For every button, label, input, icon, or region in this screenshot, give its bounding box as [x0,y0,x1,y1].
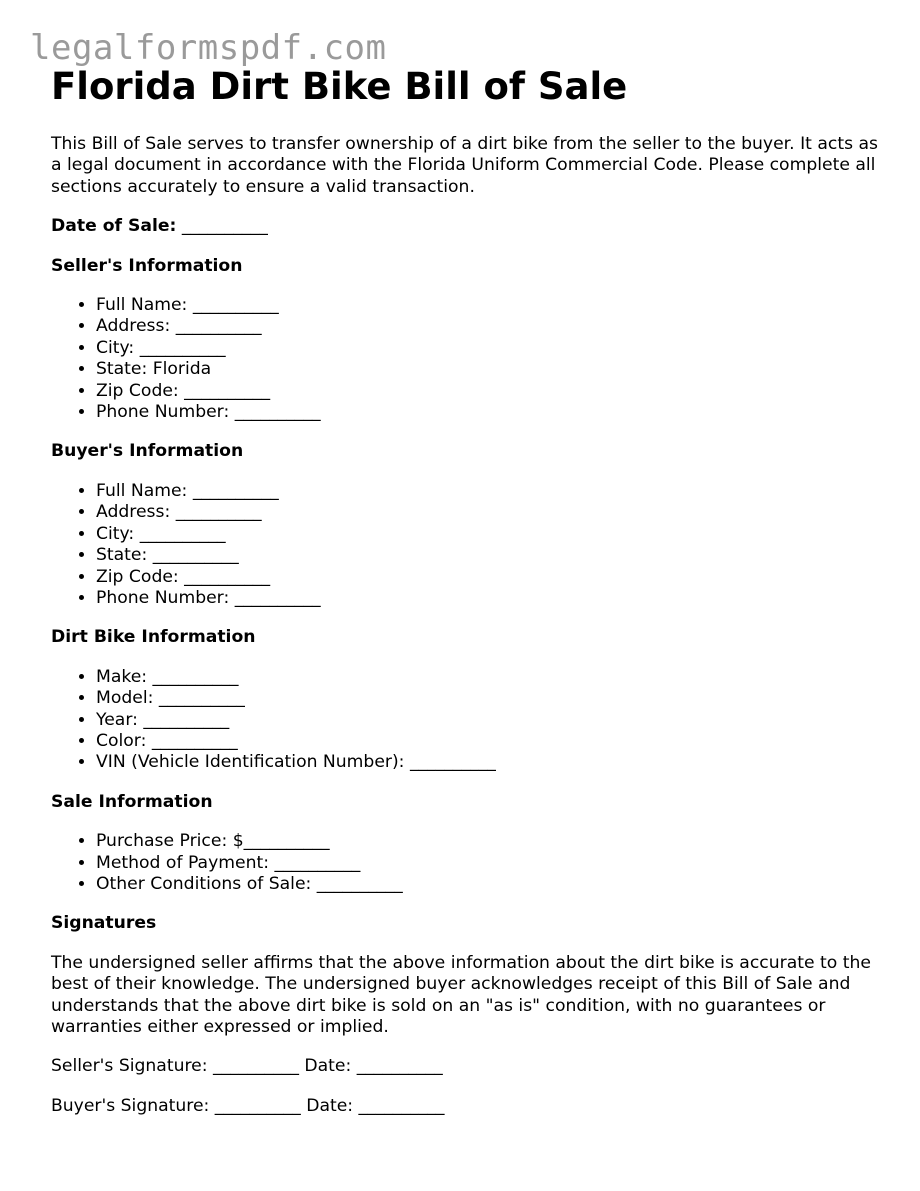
seller-list [51,295,881,423]
seller-signature-line: Seller's Signature: __________ Date: __________ [51,1056,443,1077]
buyer-full-name: • Full Name: __________ [96,481,881,502]
intro-paragraph: This Bill of Sale serves to transfer ownership of a dirt bike from the seller to the buyer. It acts as a legal document in accordance with the Florida Uniform Commercial Code. Please complete all sections accurately to ensure a valid transaction. [51,134,878,197]
seller-phone-number: • Phone Number: __________ [96,402,881,423]
bike-heading: Dirt Bike Information [51,627,256,648]
buyer-signature-line: Buyer's Signature: __________ Date: __________ [51,1095,445,1116]
watermark: legalformspdf.com [30,28,387,68]
seller-city: • City: __________ [96,338,881,359]
document [51,64,881,1117]
bike-model: • Model: __________ [96,688,881,709]
seller-full-name: • Full Name: __________ [96,295,881,316]
sale-method-of-payment: • Method of Payment: __________ [96,853,881,874]
buyer-list [51,481,881,609]
page-title: Florida Dirt Bike Bill of Sale [51,65,628,108]
bike-year: • Year: __________ [96,710,881,731]
buyer-heading: Buyer's Information [51,441,244,462]
signatures-statement: The undersigned seller affirms that the above information about the dirt bike is accurate to the best of their knowledge. The undersigned buyer acknowledges receipt of this Bill of Sale and understands that the above dirt bike is sold on an "as is" condition, with no guarantees or warranties either expressed or implied. [51,952,871,1037]
sale-list [51,831,881,895]
buyer-zip-code: • Zip Code: __________ [96,567,881,588]
bike-make: • Make: __________ [96,667,881,688]
buyer-city: • City: __________ [96,524,881,545]
seller-zip-code: • Zip Code: __________ [96,381,881,402]
buyer-phone-number: • Phone Number: __________ [96,588,881,609]
signatures-heading: Signatures [51,913,157,934]
bike-list [51,667,881,774]
buyer-state: • State: __________ [96,545,881,566]
bike-color: • Color: __________ [96,731,881,752]
sale-purchase-price: • Purchase Price: $__________ [96,831,881,852]
seller-state: • State: Florida [96,359,881,380]
date-of-sale-value: __________ [181,216,268,237]
buyer-address: • Address: __________ [96,502,881,523]
date-of-sale-label: Date of Sale: [51,216,177,237]
bike-vin: • VIN (Vehicle Identification Number): __________ [96,752,881,773]
sale-other-conditions: • Other Conditions of Sale: __________ [96,874,881,895]
date-of-sale [51,216,881,237]
sale-heading: Sale Information [51,791,213,812]
seller-address: • Address: __________ [96,316,881,337]
seller-heading: Seller's Information [51,255,243,276]
